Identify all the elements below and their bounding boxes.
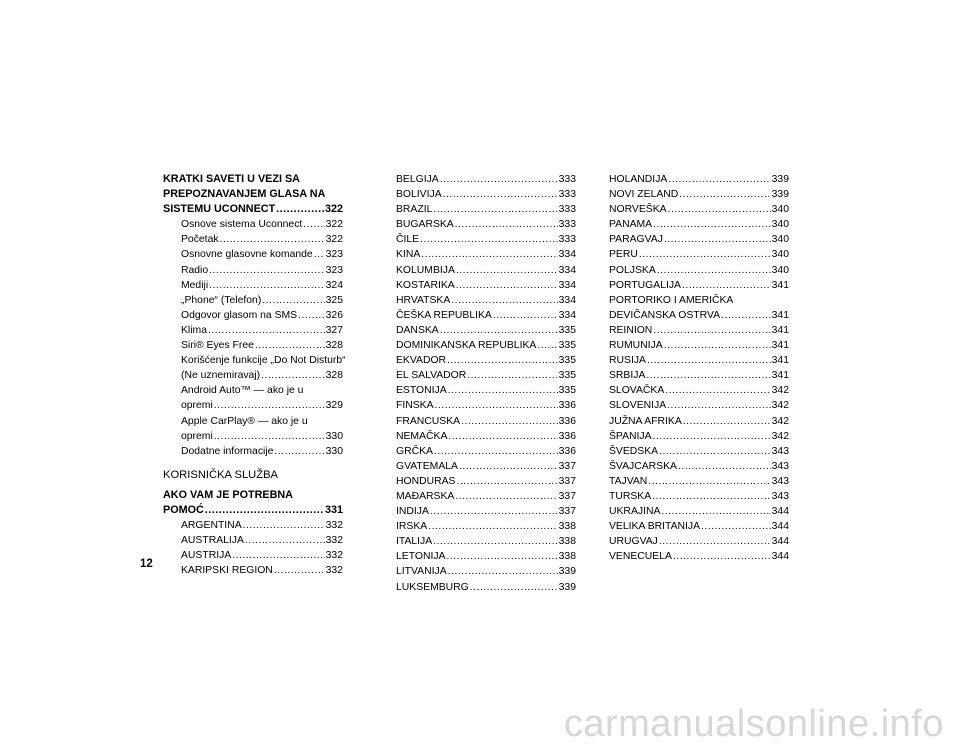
toc-entry[interactable]: [396, 172, 576, 187]
toc-page-number: 337: [558, 460, 576, 472]
toc-entry-label: opremi: [181, 400, 213, 412]
toc-entry-label: DEVIČANSKA OSTRVA: [609, 309, 721, 321]
toc-entry[interactable]: [609, 217, 789, 232]
toc-entry[interactable]: [163, 308, 343, 323]
toc-page-number: 341: [771, 355, 789, 367]
toc-entry[interactable]: [609, 489, 789, 504]
toc-column-3: [609, 172, 789, 564]
toc-entry-label: PORTUGALIJA: [609, 279, 681, 291]
toc-page-number: 333: [558, 189, 576, 201]
toc-page-number: 339: [771, 189, 789, 201]
toc-entry-label: JUŽNA AFRIKA: [609, 415, 682, 427]
toc-page-number: 344: [771, 536, 789, 548]
toc-page-number: 343: [771, 460, 789, 472]
toc-entry[interactable]: [163, 429, 343, 444]
toc-entry[interactable]: [163, 548, 343, 563]
toc-entry[interactable]: [609, 459, 789, 474]
toc-entry[interactable]: [396, 293, 576, 308]
toc-entry-label: HRVATSKA: [396, 294, 451, 306]
toc-column-1: [163, 172, 346, 578]
toc-entry[interactable]: [396, 398, 576, 413]
toc-entry-label: POLJSKA: [609, 264, 656, 276]
toc-entry-label: BELGIJA: [396, 174, 439, 185]
toc-entry-label: ŠVAJCARSKA: [609, 460, 677, 472]
toc-page-number: 340: [771, 204, 789, 216]
toc-entry[interactable]: [396, 580, 576, 595]
toc-page-number: 343: [771, 445, 789, 457]
toc-page-number: 334: [558, 264, 576, 276]
toc-page-number: 339: [771, 174, 789, 185]
toc-page-number: 334: [558, 249, 576, 261]
toc-entry-label: NOVI ZELAND: [609, 189, 679, 201]
toc-entry[interactable]: [396, 338, 576, 353]
toc-page-number: 337: [558, 475, 576, 487]
toc-entry[interactable]: [609, 187, 789, 202]
toc-entry[interactable]: [163, 444, 343, 459]
toc-entry-label: Dodatne informacije: [181, 445, 274, 457]
toc-entry[interactable]: [609, 398, 789, 413]
toc-entry-label: PARAGVAJ: [609, 234, 663, 246]
toc-entry[interactable]: [396, 187, 576, 202]
toc-entry-label: INDIJA: [396, 506, 429, 518]
toc-entry[interactable]: [396, 263, 576, 278]
toc-entry-label: EKVADOR: [396, 355, 447, 367]
toc-entry-label: FINSKA: [396, 400, 434, 412]
toc-entry[interactable]: [396, 414, 576, 429]
toc-page-number: 341: [771, 340, 789, 352]
toc-entry-label: KOLUMBIJA: [396, 264, 455, 276]
toc-entry-label: KARIPSKI REGION: [181, 565, 273, 577]
toc-entry[interactable]: [396, 308, 576, 323]
toc-entry-label: RUSIJA: [609, 355, 646, 367]
toc-entry-label: LUKSEMBURG: [396, 581, 469, 593]
toc-entry-label: VELIKA BRITANIJA: [609, 521, 701, 533]
toc-page-number: 335: [558, 355, 576, 367]
toc-entry[interactable]: [609, 172, 789, 187]
toc-page-number: 335: [558, 385, 576, 397]
toc-page-number: 335: [558, 340, 576, 352]
toc-page-number: 344: [771, 521, 789, 533]
toc-entry-label: „Phone“ (Telefon): [181, 294, 262, 306]
toc-entry-label: UKRAJINA: [609, 506, 661, 518]
toc-entry-label: TAJVAN: [609, 475, 648, 487]
toc-entry-label: GVATEMALA: [396, 460, 458, 472]
toc-page-number: 339: [558, 566, 576, 578]
toc-entry[interactable]: [163, 368, 343, 383]
toc-entry-label: IRSKA: [396, 521, 428, 533]
toc-entry-label: HOLANDIJA: [609, 174, 668, 185]
toc-heading-entry[interactable]: [163, 503, 343, 518]
toc-page-number: 338: [558, 551, 576, 563]
toc-entry[interactable]: [396, 534, 576, 549]
toc-entry-label: FRANCUSKA: [396, 415, 461, 427]
toc-page-number: 326: [325, 309, 343, 321]
toc-page-number: 322: [325, 219, 343, 231]
toc-page-number: 327: [325, 324, 343, 336]
toc-entry[interactable]: [396, 353, 576, 368]
toc-page-number: 342: [771, 400, 789, 412]
toc-entry-label: ČEŠKA REPUBLIKA: [396, 309, 492, 321]
toc-page-number: 324: [325, 279, 343, 291]
toc-page-number: 334: [558, 294, 576, 306]
toc-page-number: 334: [558, 279, 576, 291]
toc-page-number: 341: [771, 279, 789, 291]
toc-heading: AKO VAM JE POTREBNA: [163, 488, 293, 501]
toc-entry-label: Siri® Eyes Free: [181, 340, 254, 352]
toc-entry[interactable]: [163, 518, 343, 533]
toc-entry-label: NEMAČKA: [396, 430, 448, 442]
toc-entry-label: ŠVEDSKA: [609, 445, 659, 457]
toc-entry[interactable]: [396, 247, 576, 262]
toc-entry-label: Odgovor glasom na SMS: [181, 309, 298, 321]
toc-page-number: 341: [771, 324, 789, 336]
toc-page-number: 342: [771, 430, 789, 442]
toc-page-number: 333: [558, 204, 576, 216]
toc-entry[interactable]: [396, 504, 576, 519]
toc-page-number: 322: [324, 203, 343, 216]
toc-entry[interactable]: [396, 368, 576, 383]
toc-page-number: 337: [558, 490, 576, 502]
toc-page-number: 344: [771, 506, 789, 518]
toc-page-number: 325: [325, 294, 343, 306]
toc-entry-label: Apple CarPlay® — ako je u: [181, 415, 308, 427]
toc-entry-label: Početak: [181, 234, 219, 246]
toc-entry-label: POMOĆ: [163, 503, 204, 516]
toc-entry-label: KINA: [396, 249, 421, 261]
toc-entry-label: AUSTRIJA: [181, 550, 232, 562]
toc-entry[interactable]: [163, 278, 343, 293]
toc-entry[interactable]: [609, 353, 789, 368]
toc-entry[interactable]: [609, 444, 789, 459]
toc-entry-label: KOSTARIKA: [396, 279, 455, 291]
toc-entry-label: GRČKA: [396, 445, 433, 457]
toc-page-number: 335: [558, 324, 576, 336]
toc-entry-label: ČILE: [396, 234, 420, 246]
toc-entry[interactable]: [609, 474, 789, 489]
toc-entry-label: ŠPANIJA: [609, 430, 652, 442]
toc-page-number: 336: [558, 400, 576, 412]
toc-entry-label: MAĐARSKA: [396, 490, 455, 502]
toc-page-number: 334: [558, 309, 576, 321]
toc-entry[interactable]: [396, 549, 576, 564]
toc-entry[interactable]: [396, 232, 576, 247]
toc-page-number: 323: [325, 264, 343, 276]
toc-entry[interactable]: [609, 323, 789, 338]
toc-entry-label: ARGENTINA: [181, 520, 242, 532]
toc-entry-label: Korišćenje funkcije „Do Not Disturb“: [181, 355, 346, 367]
toc-entry[interactable]: [163, 232, 343, 247]
toc-page-number: 332: [325, 565, 343, 577]
toc-entry-label: TURSKA: [609, 490, 652, 502]
toc-page-number: 340: [771, 234, 789, 246]
toc-entry[interactable]: [609, 202, 789, 217]
toc-entry[interactable]: [396, 474, 576, 489]
toc-page-number: 328: [325, 370, 343, 382]
toc-entry[interactable]: [396, 429, 576, 444]
toc-entry[interactable]: [609, 263, 789, 278]
toc-page-number: 333: [558, 234, 576, 246]
toc-page-number: 329: [325, 400, 343, 412]
toc-page-number: 343: [771, 490, 789, 502]
toc-page-number: 342: [771, 415, 789, 427]
toc-entry[interactable]: [609, 549, 789, 564]
toc-entry-label: ESTONIJA: [396, 385, 447, 397]
toc-entry[interactable]: [396, 217, 576, 232]
toc-entry-label: Osnovne glasovne komande: [181, 249, 313, 261]
toc-page-number: 344: [771, 551, 789, 563]
toc-heading: KRATKI SAVETI U VEZI SA: [163, 173, 300, 185]
toc-entry[interactable]: [609, 232, 789, 247]
toc-entry[interactable]: [396, 383, 576, 398]
toc-entry-label: SLOVAČKA: [609, 385, 665, 397]
toc-entry[interactable]: [396, 459, 576, 474]
toc-heading: PREPOZNAVANJEM GLASA NA: [163, 188, 326, 201]
toc-entry[interactable]: [396, 323, 576, 338]
toc-entry-label: RUMUNIJA: [609, 340, 663, 352]
toc-entry[interactable]: [396, 489, 576, 504]
toc-entry[interactable]: [609, 278, 789, 293]
toc-entry-label: SRBIJA: [609, 370, 646, 382]
toc-page-number: 331: [324, 503, 343, 516]
toc-entry[interactable]: [609, 383, 789, 398]
toc-entry[interactable]: [163, 563, 343, 578]
toc-entry[interactable]: [163, 323, 343, 338]
toc-entry[interactable]: [163, 533, 343, 548]
toc-entry[interactable]: [609, 519, 789, 534]
toc-entry-label: Osnove sistema Uconnect: [181, 219, 303, 231]
toc-entry[interactable]: [396, 202, 576, 217]
page-number: 12: [140, 558, 153, 570]
toc-entry[interactable]: [609, 429, 789, 444]
toc-page-number: 341: [771, 370, 789, 382]
toc-entry-label: (Ne uznemiravaj): [181, 370, 261, 382]
toc-page-number: 337: [558, 506, 576, 518]
toc-page-number: 328: [325, 340, 343, 352]
toc-page-number: 333: [558, 219, 576, 231]
toc-page-number: 340: [771, 219, 789, 231]
toc-page-number: 342: [771, 385, 789, 397]
toc-entry-label: HONDURAS: [396, 475, 456, 487]
toc-entry-label: LETONIJA: [396, 551, 446, 563]
toc-page-number: 322: [325, 234, 343, 246]
toc-page-number: 332: [325, 550, 343, 562]
toc-entry-label: SISTEMU UCONNECT: [163, 203, 276, 216]
toc-entry-label: BOLIVIJA: [396, 189, 442, 201]
toc-page-number: 336: [558, 415, 576, 427]
toc-entry-label: AUSTRALIJA: [181, 535, 244, 547]
toc-entry-label: SLOVENIJA: [609, 400, 667, 412]
toc-page-number: 340: [771, 264, 789, 276]
toc-page-number: 332: [325, 535, 343, 547]
toc-page-number: 330: [325, 445, 343, 457]
toc-entry-label: PORTORIKO I AMERIČKA: [609, 294, 734, 306]
toc-entry-label: PERU: [609, 249, 638, 261]
toc-entry-label: opremi: [181, 430, 213, 442]
toc-entry-label: BUGARSKA: [396, 219, 454, 231]
toc-entry[interactable]: [163, 217, 343, 232]
toc-page-number: 333: [558, 174, 576, 185]
toc-entry[interactable]: [396, 519, 576, 534]
toc-entry[interactable]: [163, 338, 343, 353]
toc-page-number: 323: [325, 249, 343, 261]
toc-page-number: 330: [325, 430, 343, 442]
toc-entry[interactable]: [609, 338, 789, 353]
toc-entry[interactable]: [609, 534, 789, 549]
toc-entry-label: PANAMA: [609, 219, 653, 231]
toc-entry[interactable]: [609, 368, 789, 383]
toc-entry-label: Radio: [181, 264, 209, 276]
toc-entry-label: EL SALVADOR: [396, 370, 467, 382]
toc-entry-label: Mediji: [181, 279, 209, 291]
toc-page-number: 341: [771, 309, 789, 321]
toc-entry-label: BRAZIL: [396, 204, 433, 216]
toc-page-number: 336: [558, 430, 576, 442]
section-title: KORISNIČKA SLUŽBA: [163, 468, 279, 481]
toc-page-number: 338: [558, 536, 576, 548]
toc-entry[interactable]: [609, 247, 789, 262]
toc-entry-label: DOMINIKANSKA REPUBLIKA: [396, 340, 537, 352]
toc-entry-label: LITVANIJA: [396, 566, 447, 578]
toc-entry[interactable]: [163, 263, 343, 278]
toc-page-number: 338: [558, 521, 576, 533]
toc-entry-label: ITALIJA: [396, 536, 433, 548]
watermark: carmanualsonline.info: [563, 703, 944, 745]
toc-entry[interactable]: [396, 564, 576, 579]
toc-entry[interactable]: [163, 293, 343, 308]
toc-entry[interactable]: [163, 247, 343, 262]
toc-entry[interactable]: [163, 398, 343, 413]
toc-page-number: 335: [558, 370, 576, 382]
toc-page-number: 340: [771, 249, 789, 261]
toc-entry-label: DANSKA: [396, 324, 439, 336]
toc-entry-label: Android Auto™ — ako je u: [181, 385, 304, 397]
toc-entry[interactable]: [609, 308, 789, 323]
toc-entry-label: URUGVAJ: [609, 536, 658, 548]
toc-entry-label: VENECUELA: [609, 551, 672, 563]
toc-entry-label: Klima: [181, 324, 207, 336]
toc-heading-entry[interactable]: [163, 202, 343, 217]
toc-entry[interactable]: [609, 504, 789, 519]
toc-entry[interactable]: [396, 444, 576, 459]
toc-entry[interactable]: [396, 278, 576, 293]
toc-entry-label: NORVEŠKA: [609, 204, 667, 216]
toc-page-number: 343: [771, 475, 789, 487]
toc-column-2: [396, 172, 576, 595]
toc-entry-label: REINION: [609, 324, 653, 336]
toc-page-number: 332: [325, 520, 343, 532]
toc-page-number: 336: [558, 445, 576, 457]
toc-page-number: 339: [558, 581, 576, 593]
toc-entry[interactable]: [609, 414, 789, 429]
